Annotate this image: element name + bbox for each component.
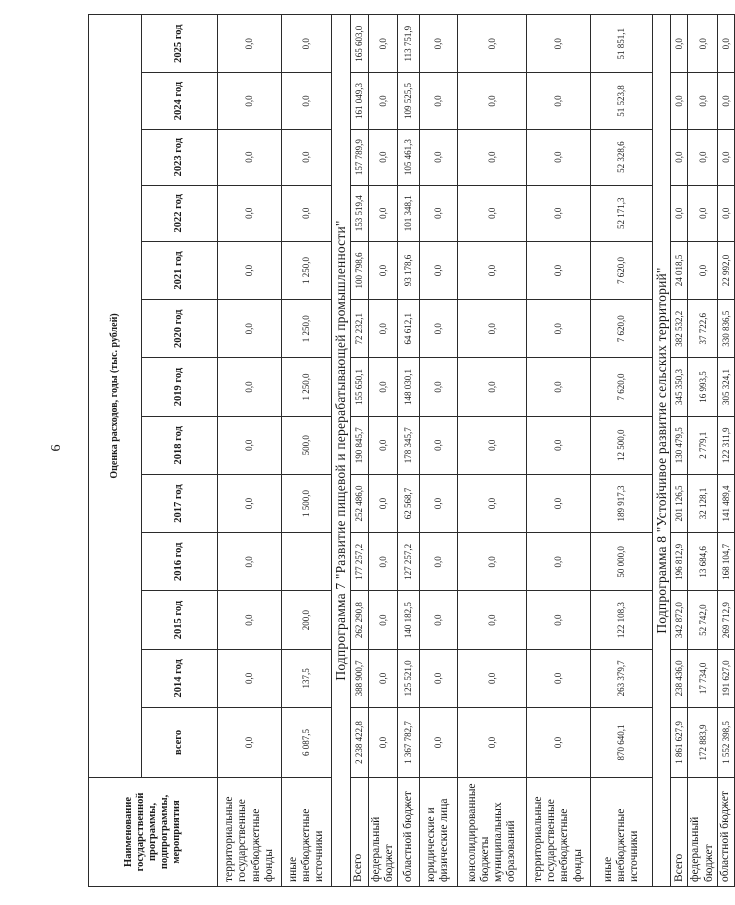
- row-label: территориальные государственные внебюджетные фонды: [526, 777, 590, 886]
- cell-value: 12 500,0: [590, 416, 652, 474]
- cell-value: 0,0: [717, 129, 734, 185]
- cell-value: 0,0: [218, 129, 282, 185]
- cell-value: 52 328,6: [590, 129, 652, 185]
- row-label: Всего: [671, 777, 688, 886]
- cell-value: 161 049,3: [350, 73, 368, 129]
- cell-value: 165 603,0: [350, 15, 368, 73]
- cell-value: 0,0: [457, 474, 526, 532]
- cell-value: 0,0: [526, 474, 590, 532]
- table-body: [218, 15, 735, 887]
- row-label: областной бюджет: [717, 777, 734, 886]
- cell-value: 0,0: [218, 649, 282, 707]
- cell-value: 252 486,0: [350, 474, 368, 532]
- cell-value: 109 525,5: [397, 73, 419, 129]
- cell-value: 7 620,0: [590, 358, 652, 416]
- cell-value: 72 232,1: [350, 300, 368, 358]
- cell-value: 0,0: [368, 707, 397, 777]
- cell-value: 870 640,1: [590, 707, 652, 777]
- cell-value: 191 627,0: [717, 649, 734, 707]
- cell-value: 0,0: [368, 15, 397, 73]
- cell-value: 141 489,4: [717, 474, 734, 532]
- cell-value: 0,0: [419, 15, 457, 73]
- cell-value: 500,0: [282, 416, 332, 474]
- cell-value: 0,0: [419, 129, 457, 185]
- cell-value: 0,0: [457, 591, 526, 649]
- cell-value: 0,0: [218, 15, 282, 73]
- cell-value: 0,0: [526, 15, 590, 73]
- cell-value: 0,0: [526, 707, 590, 777]
- table-row: [282, 15, 332, 887]
- cell-value: 200,0: [282, 591, 332, 649]
- cell-value: 0,0: [457, 73, 526, 129]
- cell-value: 172 883,9: [688, 707, 717, 777]
- row-label: Всего: [350, 777, 368, 886]
- header-year-4: 2017 год: [142, 474, 218, 532]
- cell-value: 0,0: [688, 185, 717, 241]
- cell-value: 62 568,7: [397, 474, 419, 532]
- cell-value: 51 523,8: [590, 73, 652, 129]
- header-name-column: Наименование государственной программы, подпрограммы, мероприятия: [89, 777, 218, 886]
- page-number: 6: [49, 444, 64, 452]
- table-row: [457, 15, 526, 887]
- cell-value: 0,0: [282, 73, 332, 129]
- cell-value: 0,0: [419, 300, 457, 358]
- cell-value: 24 018,5: [671, 241, 688, 299]
- cell-value: 0,0: [526, 533, 590, 591]
- cell-value: 269 712,9: [717, 591, 734, 649]
- cell-value: 0,0: [282, 15, 332, 73]
- cell-value: 0,0: [457, 300, 526, 358]
- header-expenses-group: Оценка расходов, годы (тыс. рублей): [89, 15, 142, 778]
- cell-value: 6 087,5: [282, 707, 332, 777]
- cell-value: 0,0: [419, 591, 457, 649]
- cell-value: 196 812,9: [671, 533, 688, 591]
- cell-value: 0,0: [457, 129, 526, 185]
- cell-value: 0,0: [717, 185, 734, 241]
- header-year-9: 2022 год: [142, 185, 218, 241]
- cell-value: 190 845,7: [350, 416, 368, 474]
- cell-value: 0,0: [218, 591, 282, 649]
- header-year-10: 2023 год: [142, 129, 218, 185]
- cell-value: 0,0: [368, 474, 397, 532]
- cell-value: 0,0: [526, 649, 590, 707]
- table-row: [218, 15, 282, 887]
- cell-value: 0,0: [368, 533, 397, 591]
- cell-value: 0,0: [526, 185, 590, 241]
- cell-value: 1 250,0: [282, 300, 332, 358]
- cell-value: 0,0: [282, 185, 332, 241]
- row-label: консолидированные бюджеты муниципальных образований: [457, 777, 526, 886]
- cell-value: 13 684,6: [688, 533, 717, 591]
- cell-value: 0,0: [368, 649, 397, 707]
- cell-value: 137,5: [282, 649, 332, 707]
- cell-value: 0,0: [526, 300, 590, 358]
- cell-value: 0,0: [457, 241, 526, 299]
- header-year-6: 2019 год: [142, 358, 218, 416]
- subprogram8-title: Подпрограмма 8 "Устойчивое развитие сельских территорий": [652, 15, 671, 887]
- header-year-11: 2024 год: [142, 73, 218, 129]
- cell-value: 382 532,2: [671, 300, 688, 358]
- cell-value: 52 742,0: [688, 591, 717, 649]
- cell-value: 52 171,3: [590, 185, 652, 241]
- cell-value: 127 257,2: [397, 533, 419, 591]
- cell-value: 100 798,6: [350, 241, 368, 299]
- table-row: [590, 15, 652, 887]
- header-year-7: 2020 год: [142, 300, 218, 358]
- cell-value: 0,0: [368, 241, 397, 299]
- expenses-table: [88, 14, 735, 887]
- cell-value: 0,0: [368, 300, 397, 358]
- row-label: иные внебюджетные источники: [590, 777, 652, 886]
- cell-value: 0,0: [419, 533, 457, 591]
- cell-value: 0,0: [688, 15, 717, 73]
- cell-value: 16 993,5: [688, 358, 717, 416]
- cell-value: 0,0: [688, 73, 717, 129]
- header-year-0: всего: [142, 707, 218, 777]
- cell-value: 1 250,0: [282, 358, 332, 416]
- cell-value: 0,0: [218, 474, 282, 532]
- cell-value: 0,0: [218, 185, 282, 241]
- row-label: юридические и физические лица: [419, 777, 457, 886]
- cell-value: 93 178,6: [397, 241, 419, 299]
- cell-value: 263 379,7: [590, 649, 652, 707]
- cell-value: 0,0: [218, 73, 282, 129]
- cell-value: 153 519,4: [350, 185, 368, 241]
- cell-value: 0,0: [419, 649, 457, 707]
- cell-value: 157 789,9: [350, 129, 368, 185]
- cell-value: 0,0: [419, 416, 457, 474]
- cell-value: 0,0: [671, 185, 688, 241]
- cell-value: 0,0: [368, 73, 397, 129]
- cell-value: 1 861 627,9: [671, 707, 688, 777]
- header-years-row: [142, 15, 218, 887]
- cell-value: 0,0: [218, 358, 282, 416]
- cell-value: 7 620,0: [590, 300, 652, 358]
- cell-value: 7 620,0: [590, 241, 652, 299]
- cell-value: 330 836,5: [717, 300, 734, 358]
- cell-value: 345 350,3: [671, 358, 688, 416]
- cell-value: 0,0: [368, 358, 397, 416]
- cell-value: 0,0: [671, 129, 688, 185]
- cell-value: [282, 533, 332, 591]
- header-year-3: 2016 год: [142, 533, 218, 591]
- cell-value: 0,0: [671, 15, 688, 73]
- cell-value: 0,0: [368, 129, 397, 185]
- cell-value: 342 872,0: [671, 591, 688, 649]
- header-year-1: 2014 год: [142, 649, 218, 707]
- cell-value: 0,0: [419, 707, 457, 777]
- cell-value: 0,0: [218, 416, 282, 474]
- table-row: [671, 15, 688, 887]
- cell-value: 0,0: [419, 185, 457, 241]
- header-year-5: 2018 год: [142, 416, 218, 474]
- cell-value: 0,0: [526, 358, 590, 416]
- cell-value: 64 612,1: [397, 300, 419, 358]
- cell-value: 201 126,5: [671, 474, 688, 532]
- cell-value: 155 650,1: [350, 358, 368, 416]
- table-row: [717, 15, 734, 887]
- table-row: [688, 15, 717, 887]
- header-year-12: 2025 год: [142, 15, 218, 73]
- table-row: [368, 15, 397, 887]
- cell-value: 130 479,5: [671, 416, 688, 474]
- row-label: территориальные государственные внебюджетные фонды: [218, 777, 282, 886]
- cell-value: 0,0: [419, 241, 457, 299]
- cell-value: 37 722,6: [688, 300, 717, 358]
- cell-value: 148 030,1: [397, 358, 419, 416]
- cell-value: 22 992,0: [717, 241, 734, 299]
- cell-value: 125 521,0: [397, 649, 419, 707]
- cell-value: 0,0: [419, 73, 457, 129]
- cell-value: 0,0: [368, 416, 397, 474]
- cell-value: 178 345,7: [397, 416, 419, 474]
- cell-value: 0,0: [419, 358, 457, 416]
- cell-value: 0,0: [368, 185, 397, 241]
- cell-value: 0,0: [526, 416, 590, 474]
- row-label: иные внебюджетные источники: [282, 777, 332, 886]
- table-row: [526, 15, 590, 887]
- table-row: [397, 15, 419, 887]
- cell-value: 32 128,1: [688, 474, 717, 532]
- cell-value: 0,0: [457, 533, 526, 591]
- cell-value: 1 500,0: [282, 474, 332, 532]
- cell-value: 1 367 782,7: [397, 707, 419, 777]
- cell-value: 0,0: [218, 707, 282, 777]
- cell-value: 140 182,5: [397, 591, 419, 649]
- row-label: федеральный бюджет: [688, 777, 717, 886]
- cell-value: 1 552 398,5: [717, 707, 734, 777]
- cell-value: 50 000,0: [590, 533, 652, 591]
- cell-value: 0,0: [688, 129, 717, 185]
- header-year-8: 2021 год: [142, 241, 218, 299]
- row-label: областной бюджет: [397, 777, 419, 886]
- cell-value: 0,0: [526, 241, 590, 299]
- cell-value: 0,0: [457, 649, 526, 707]
- cell-value: 189 917,3: [590, 474, 652, 532]
- header-year-2: 2015 год: [142, 591, 218, 649]
- cell-value: 0,0: [688, 241, 717, 299]
- subprogram7: [332, 15, 351, 887]
- cell-value: 0,0: [457, 15, 526, 73]
- subprogram7-title: Подпрограмма 7 "Развитие пищевой и перерабатывающей промышленности": [332, 15, 351, 887]
- cell-value: 113 751,9: [397, 15, 419, 73]
- cell-value: 0,0: [526, 591, 590, 649]
- cell-value: 0,0: [457, 707, 526, 777]
- cell-value: 122 108,3: [590, 591, 652, 649]
- cell-value: 0,0: [671, 73, 688, 129]
- cell-value: 122 311,9: [717, 416, 734, 474]
- cell-value: 177 257,2: [350, 533, 368, 591]
- cell-value: 101 348,1: [397, 185, 419, 241]
- cell-value: 51 851,1: [590, 15, 652, 73]
- cell-value: 0,0: [218, 533, 282, 591]
- cell-value: 0,0: [368, 591, 397, 649]
- cell-value: 1 250,0: [282, 241, 332, 299]
- cell-value: 0,0: [526, 129, 590, 185]
- cell-value: 0,0: [526, 73, 590, 129]
- row-label: федеральный бюджет: [368, 777, 397, 886]
- cell-value: 105 461,3: [397, 129, 419, 185]
- cell-value: 0,0: [218, 300, 282, 358]
- cell-value: 0,0: [218, 241, 282, 299]
- cell-value: 0,0: [457, 416, 526, 474]
- cell-value: 2 779,1: [688, 416, 717, 474]
- cell-value: 238 436,0: [671, 649, 688, 707]
- subprogram8: [652, 15, 671, 887]
- cell-value: 2 238 422,8: [350, 707, 368, 777]
- cell-value: 0,0: [457, 185, 526, 241]
- cell-value: 168 104,7: [717, 533, 734, 591]
- table-row: [350, 15, 368, 887]
- cell-value: 0,0: [419, 474, 457, 532]
- cell-value: 0,0: [457, 358, 526, 416]
- cell-value: 0,0: [282, 129, 332, 185]
- cell-value: 262 290,8: [350, 591, 368, 649]
- cell-value: 17 734,0: [688, 649, 717, 707]
- cell-value: 388 900,7: [350, 649, 368, 707]
- cell-value: 0,0: [717, 73, 734, 129]
- cell-value: 305 324,1: [717, 358, 734, 416]
- table-row: [419, 15, 457, 887]
- cell-value: 0,0: [717, 15, 734, 73]
